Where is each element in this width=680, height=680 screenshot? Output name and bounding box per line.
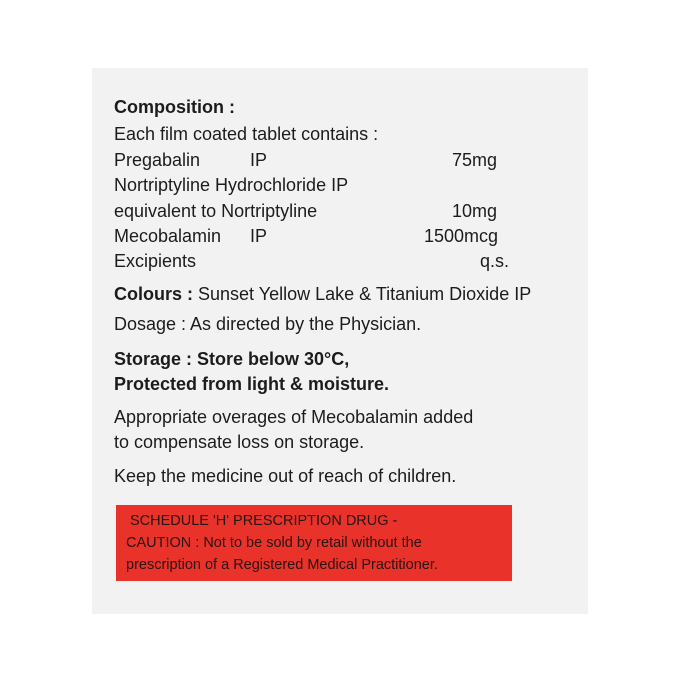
ingredient-pregabalin-amount: 75mg xyxy=(452,150,498,170)
composition-heading: Composition : xyxy=(114,97,235,117)
colours-line xyxy=(114,283,531,305)
overages-line-2: to compensate loss on storage. xyxy=(114,432,365,452)
ingredient-excipients-amount: q.s. xyxy=(480,251,510,271)
ingredient-excipients-name: Excipients xyxy=(114,251,197,271)
schedule-h-caution-box xyxy=(116,505,512,581)
ingredient-nortriptyline-name: Nortriptyline Hydrochloride IP xyxy=(114,175,349,195)
keep-away-line: Keep the medicine out of reach of children. xyxy=(114,466,457,486)
caution-line-3: prescription of a Registered Medical Practitioner. xyxy=(126,557,438,573)
overages-line-1: Appropriate overages of Mecobalamin added xyxy=(114,407,474,427)
composition-intro: Each film coated tablet contains : xyxy=(114,124,379,144)
ingredient-pregabalin-grade: IP xyxy=(250,150,268,170)
ingredient-pregabalin-name: Pregabalin xyxy=(114,150,201,170)
caution-line-2: CAUTION : Not to be sold by retail without the xyxy=(126,535,422,551)
caution-line-1: SCHEDULE 'H' PRESCRIPTION DRUG - xyxy=(130,513,398,529)
ingredient-mecobalamin-amount: 1500mcg xyxy=(424,226,499,246)
colours-label: Colours : xyxy=(114,284,193,304)
dosage-line: Dosage : As directed by the Physician. xyxy=(114,314,422,334)
colours-text: Sunset Yellow Lake & Titanium Dioxide IP xyxy=(198,284,532,304)
ingredient-mecobalamin-name: Mecobalamin xyxy=(114,226,222,246)
medicine-label-panel xyxy=(92,68,588,614)
storage-line-1: Storage : Store below 30°C, xyxy=(114,349,350,369)
ingredient-nortriptyline-amount: 10mg xyxy=(452,201,498,221)
storage-line-2: Protected from light & moisture. xyxy=(114,374,390,394)
ingredient-mecobalamin-grade: IP xyxy=(250,226,268,246)
ingredient-nortriptyline-equivalent: equivalent to Nortriptyline xyxy=(114,201,318,221)
